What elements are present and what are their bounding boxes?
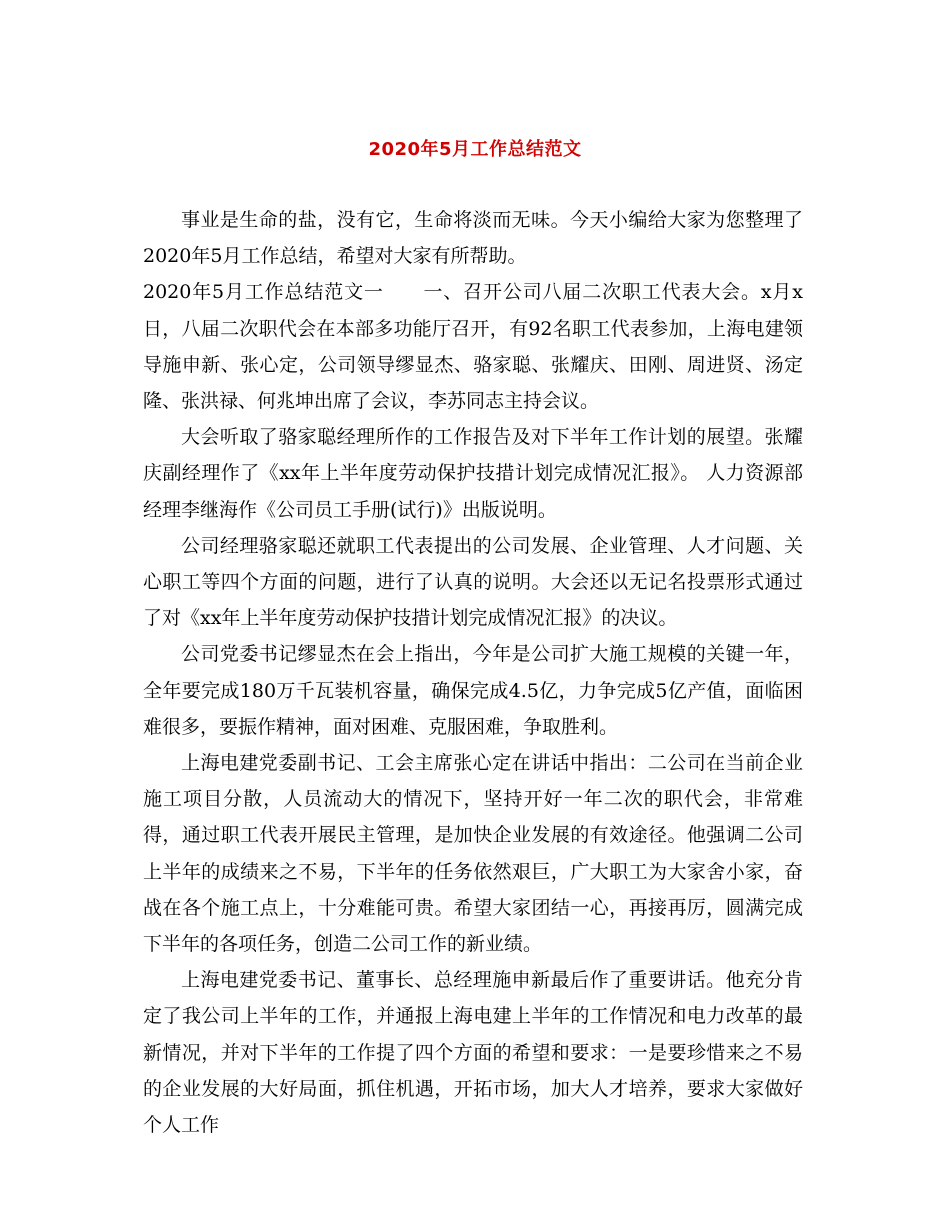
paragraph-union-chair: 上海电建党委副书记、工会主席张心定在讲话中指出：二公司在当前企业施工项目分散，人员流动大的情况下，坚持开好一年二次的职代会，非常难得，通过职工代表开展民主管理，是加快企业发展的有效途径。他强调二公司上半年的成绩来之不易，下半年的任务依然艰巨，广大职工为大家舍小家，奋战在各个施工点上，十分难能可贵。希望大家团结一心，再接再厉，圆满完成下半年的各项任务，创造二公司工作的新业绩。 (143, 752, 803, 956)
paragraph-section-one: 2020年5月工作总结范文一 一、召开公司八届二次职工代表大会。x月x日，八届二次职代会在本部多功能厅召开，有92名职工代表参加，上海电建领导施申新、张心定，公司领导缪显杰、骆家聪、张耀庆、田刚、周进贤、汤定隆、张洪禄、何兆坤出席了会议，李苏同志主持会议。 (143, 281, 803, 413)
paragraph-chairman: 上海电建党委书记、董事长、总经理施申新最后作了重要讲话。他充分肯定了我公司上半年的工作，并通报上海电建上半年的工作情况和电力改革的最新情况，并对下半年的工作提了四个方面的希望和要求：一是要珍惜来之不易的企业发展的大好局面，抓住机遇，开拓市场，加大人才培养，要求大家做好个人工作 (143, 969, 803, 1137)
paragraph-explanation: 公司经理骆家聪还就职工代表提出的公司发展、企业管理、人才问题、关心职工等四个方面的问题，进行了认真的说明。大会还以无记名投票形式通过了对《xx年上半年度劳动保护技措计划完成情况汇报》的决议。 (143, 534, 803, 630)
paragraph-intro: 事业是生命的盐，没有它，生命将淡而无味。今天小编给大家为您整理了2020年5月工作总结，希望对大家有所帮助。 (143, 209, 803, 268)
document-title: 2020年5月工作总结范文 (368, 139, 582, 160)
paragraph-report: 大会听取了骆家聪经理所作的工作报告及对下半年工作计划的展望。张耀庆副经理作了《xx年上半年度劳动保护技措计划完成情况汇报》。 人力资源部经理李继海作《公司员工手册(试行)》出版说明。 (143, 426, 803, 521)
paragraph-party-secretary: 公司党委书记缪显杰在会上指出，今年是公司扩大施工规模的关键一年，全年要完成180万千瓦装机容量，确保完成4.5亿，力争完成5亿产值，面临困难很多，要振作精神，面对困难、克服困难，争取胜利。 (143, 643, 803, 738)
document-body (143, 202, 803, 1143)
